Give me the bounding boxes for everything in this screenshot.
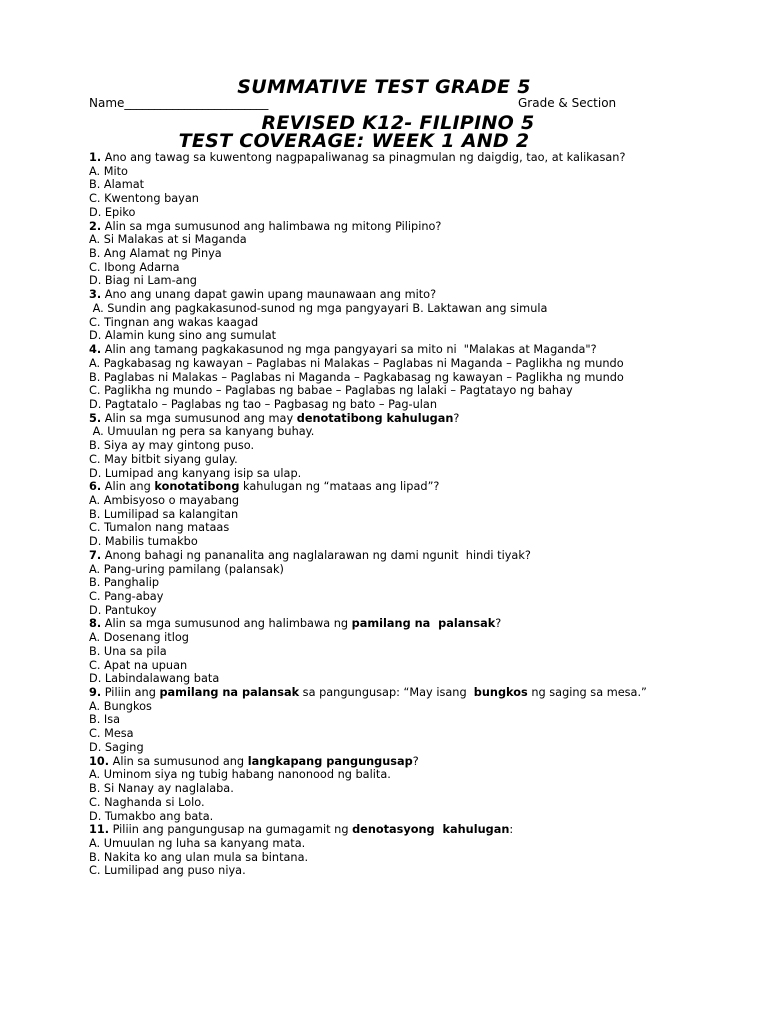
question-keyword-2: bungkos	[473, 686, 528, 700]
choice-c: C. Kwentong bayan	[89, 192, 199, 206]
question-keyword: denotatibong kahulugan	[296, 411, 454, 425]
choice-b: B. Ang Alamat ng Pinya	[89, 247, 222, 261]
choice-d: D. Mabilis tumakbo	[89, 535, 198, 549]
choice-d: D. Pantukoy	[89, 603, 157, 617]
question-text: Ano ang tawag sa kuwentong nagpapaliwanag sa pinagmulan ng daigdig, tao, at kalikasan?	[101, 151, 626, 164]
question-text: Anong bahagi ng pananalita ang naglalarawan ng dami ngunit hindi tiyak?	[101, 548, 531, 562]
question-6	[89, 480, 689, 494]
question-1	[89, 151, 689, 165]
question-5	[89, 412, 689, 426]
choice-d: D. Pagtatalo – Paglabas ng tao – Pagbasag ng bato – Pag-ulan	[89, 397, 438, 411]
question-text-end: :	[509, 823, 514, 837]
question-8	[89, 617, 689, 631]
choice-c: C. Naghanda si Lolo.	[89, 795, 205, 809]
question-text-end: ?	[453, 411, 460, 425]
question-number: 1.	[89, 151, 102, 164]
choice-c: C. Ibong Adarna	[89, 260, 180, 274]
choice-d: D. Biag ni Lam-ang	[89, 274, 197, 288]
question-number: 6.	[89, 480, 102, 494]
question-9	[89, 686, 649, 700]
question-number: 8.	[89, 617, 102, 631]
choice-b: B. Isa	[89, 713, 121, 727]
question-number: 11.	[89, 823, 110, 837]
question-keyword: denotasyong kahulugan	[352, 823, 510, 837]
choice-a: A. Uminom siya ng tubig habang nanonood ng balita.	[89, 768, 391, 782]
choice-a-b: A. Sundin ang pagkakasunod-sunod ng mga pangyayari B. Laktawan ang simula	[89, 301, 548, 315]
choice-b: B. Alamat	[89, 178, 145, 192]
question-text: Alin sa mga sumusunod ang halimbawa ng mitong Pilipino?	[101, 219, 442, 233]
choice-c: C. Apat na upuan	[89, 658, 188, 672]
choice-a: A. Dosenang itlog	[89, 631, 189, 645]
question-number: 9.	[89, 686, 102, 700]
question-keyword: pamilang na palansak	[351, 617, 496, 631]
question-number: 2.	[89, 219, 102, 233]
choice-a: A. Pagkabasag ng kawayan – Paglabas ni Malakas – Paglabas ni Maganda – Paglikha ng mundo	[89, 356, 624, 370]
question-text-end: ng saging sa mesa.”	[527, 686, 647, 700]
choice-c: C. Lumilipad ang puso niya.	[89, 864, 246, 878]
coverage-title: TEST COVERAGE: WEEK 1 AND 2	[178, 130, 530, 152]
choice-b: B. Panghalip	[89, 576, 160, 590]
question-4	[89, 343, 689, 357]
question-text-end: kahulugan ng “mataas ang lipad”?	[239, 480, 440, 494]
question-text: Alin sa sumusunod ang	[109, 754, 248, 768]
question-keyword: pamilang na palansak	[159, 686, 300, 700]
choice-b: B. Siya ay may gintong puso.	[89, 439, 255, 453]
choice-b: B. Si Nanay ay naglalaba.	[89, 782, 234, 796]
choice-a: A. Umuulan ng luha sa kanyang mata.	[89, 836, 306, 850]
choice-a: A. Pang-uring pamilang (palansak)	[89, 562, 284, 576]
question-keyword: langkapang pangungusap	[247, 754, 413, 768]
question-number: 3.	[89, 288, 102, 302]
question-text: Ano ang unang dapat gawin upang maunawaan ang mito?	[101, 288, 437, 302]
name-grade-row	[89, 96, 629, 111]
question-11	[89, 823, 689, 837]
name-label: Name________________________	[89, 96, 269, 110]
question-text-end: ?	[412, 754, 419, 768]
choice-c: C. May bitbit siyang gulay.	[89, 452, 238, 466]
question-number: 4.	[89, 343, 102, 357]
question-text: Alin sa mga sumusunod ang may	[101, 411, 297, 425]
choice-d: D. Alamin kung sino ang sumulat	[89, 329, 277, 343]
choice-a: A. Bungkos	[89, 699, 152, 713]
question-number: 7.	[89, 548, 102, 562]
question-10	[89, 755, 689, 769]
question-number: 10.	[89, 754, 110, 768]
choice-d: D. Labindalawang bata	[89, 672, 220, 686]
question-list	[89, 151, 689, 878]
choice-d: D. Lumipad ang kanyang isip sa ulap.	[89, 466, 302, 480]
question-2	[89, 220, 689, 234]
question-text: Piliin ang pangungusap na gumagamit ng	[109, 823, 353, 837]
choice-a: A. Mito	[89, 164, 128, 178]
choice-d: D. Saging	[89, 740, 144, 754]
choice-d: D. Tumakbo ang bata.	[89, 809, 214, 823]
question-text: Piliin ang	[101, 686, 160, 700]
choice-d: D. Epiko	[89, 205, 136, 219]
choice-a: A. Si Malakas at si Maganda	[89, 233, 247, 247]
choice-c: C. Pang-abay	[89, 590, 164, 603]
question-text: Alin ang tamang pagkakasunod ng mga pangyayari sa mito ni "Malakas at Maganda"?	[101, 343, 597, 357]
question-number: 5.	[89, 411, 102, 425]
choice-b: B. Una sa pila	[89, 644, 167, 658]
choice-a: A. Umuulan ng pera sa kanyang buhay.	[89, 425, 315, 439]
question-text-middle: sa pangungusap: “May isang	[299, 686, 474, 700]
question-3	[89, 288, 689, 302]
question-keyword: konotatibong	[154, 480, 240, 494]
choice-c: C. Tingnan ang wakas kaagad	[89, 315, 259, 329]
grade-section-label: Grade & Section	[518, 96, 617, 110]
choice-c: C. Mesa	[89, 727, 134, 741]
question-text-end: ?	[495, 617, 502, 631]
choice-c: C. Paglikha ng mundo – Paglabas ng babae – Paglabas ng lalaki – Pagtatayo ng bahay	[89, 384, 573, 398]
choice-b: B. Nakita ko ang ulan mula sa bintana.	[89, 850, 309, 864]
choice-b: B. Paglabas ni Malakas – Paglabas ni Maganda – Pagkabasag ng kawayan – Paglikha ng mundo	[89, 370, 624, 384]
choice-a: A. Ambisyoso o mayabang	[89, 493, 240, 507]
question-7	[89, 549, 689, 563]
subject-title: REVISED K12- FILIPINO 5	[261, 112, 535, 134]
test-title: SUMMATIVE TEST GRADE 5	[237, 76, 531, 98]
question-text: Alin sa mga sumusunod ang halimbawa ng	[101, 617, 352, 631]
question-text: Alin ang	[101, 480, 155, 494]
choice-b: B. Lumilipad sa kalangitan	[89, 507, 239, 521]
choice-c: C. Tumalon nang mataas	[89, 521, 230, 535]
